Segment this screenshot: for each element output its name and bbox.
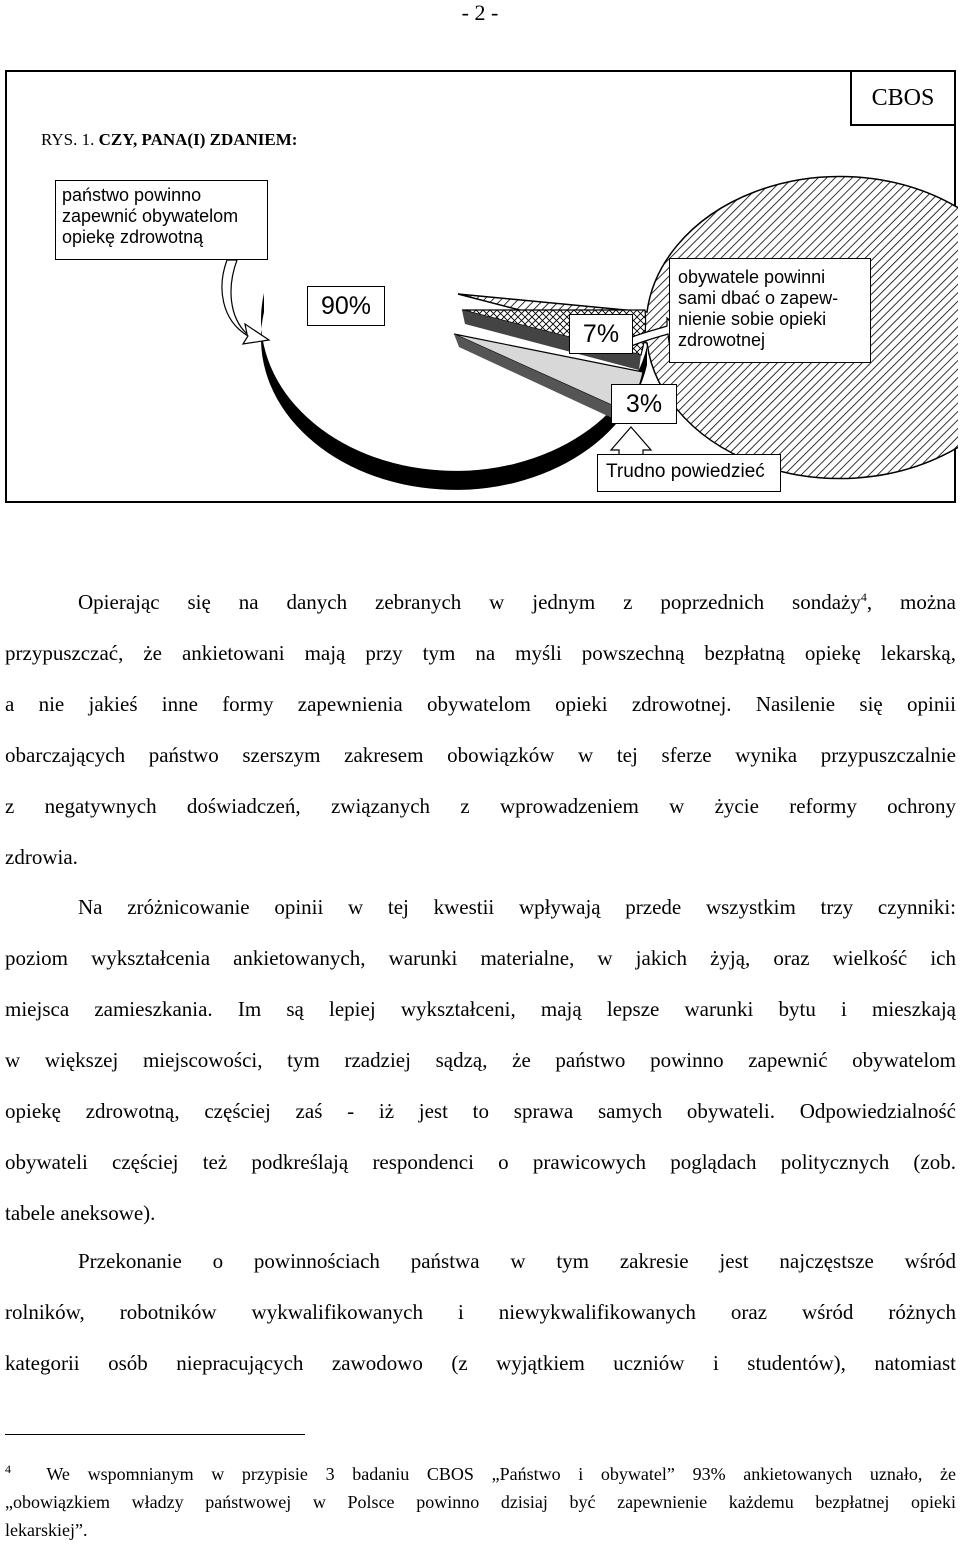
label-citizens-line: nienie sobie opieki [678,309,827,329]
paragraph-line: obywateli częściej też podkreślają respondenci o prawicowych poglądach politycznych (zob. [5,1150,956,1174]
pct-citizens-label: 7% [569,314,633,354]
paragraph-line: opiekę zdrowotną, częściej zaś - iż jest to sprawa samych obywateli. Odpowiedzialność [5,1099,956,1123]
paragraph-1 [5,577,956,883]
figure-title [41,130,297,150]
label-citizens-line: zdrowotnej [678,330,766,350]
footnote-text: We wspomnianym w przypisie 3 badaniu CBOS „Państwo i obywatel” 93% ankietowanych uznało, że [46,1464,957,1484]
label-citizens-line: sami dbać o zapew- [678,288,839,308]
paragraph-line: Na zróżnicowanie opinii w tej kwestii wpływają przede wszystkim trzy czynniki: [78,895,956,919]
paragraph-line: obarczających państwo szerszym zakresem obowiązków w tej sferze wynika przypuszczalnie [5,743,956,767]
footnote-number: 4 [5,1462,11,1476]
paragraph-text: , można [866,590,956,614]
figure-title-main: CZY, PANA(I) ZDANIEM: [98,130,298,149]
footnote-ref: 4 [860,590,867,604]
paragraph-line: rolników, robotników wykwalifikowanych i niewykwalifikowanych oraz wśród różnych [5,1300,956,1324]
pct-state-label: 90% [307,286,385,326]
page-number: - 2 - [461,0,499,25]
label-state-line: opiekę zdrowotną [62,227,204,247]
footnote-line [5,1460,956,1488]
paragraph-line: tabele aneksowe). [5,1201,156,1225]
figure-pie-chart [5,70,956,503]
paragraph-line: Przekonanie o powinnościach państwa w tym zakresie jest najczęstsze wśród [78,1249,956,1273]
footnote-line: lekarskiej”. [5,1520,88,1540]
label-state-line: państwo powinno [62,185,202,205]
footnote-divider [5,1434,305,1435]
source-badge: CBOS [850,70,956,126]
paragraph-line: miejsca zamieszkania. Im są lepiej wykształceni, mają lepsze warunki bytu i mieszkają [5,997,956,1021]
footnote [5,1460,956,1544]
footnote-line: „obowiązkiem władzy państwowej w Polsce powinno dzisiaj być zapewnienie każdemu bezpłatnej opieki [5,1492,956,1512]
paragraph-line: a nie jakieś inne formy zapewnienia obywatelom opieki zdrowotnej. Nasilenie się opinii [5,692,956,716]
pct-hard-label: 3% [611,384,677,424]
label-hard-box [597,454,781,492]
label-state-box [55,180,268,260]
arrow-state [222,260,269,344]
label-citizens-box [669,258,871,363]
paragraph-line: z negatywnych doświadczeń, związanych z wprowadzeniem w życie reformy ochrony [5,794,956,818]
paragraph-line: w większej miejscowości, tym rzadziej sądzą, że państwo powinno zapewnić obywatelom [5,1048,956,1072]
paragraph-3 [5,1236,956,1389]
paragraph-line: kategorii osób niepracujących zawodowo (z wyjątkiem uczniów i studentów), natomiast [5,1351,956,1375]
label-state-line: zapewnić obywatelom [62,206,239,226]
label-citizens-line: obywatele powinni [678,267,826,287]
label-hard-text: Trudno powiedzieć [606,461,765,482]
paragraph-text: Opierając się na danych zebranych w jednym z poprzednich sondaży [78,590,861,614]
paragraph-line: zdrowia. [5,845,78,869]
paragraph-line: poziom wykształcenia ankietowanych, warunki materialne, w jakich żyją, oraz wielkość ich [5,946,956,970]
paragraph-line [5,577,956,628]
paragraph-line: przypuszczać, że ankietowani mają przy tym na myśli powszechną bezpłatną opiekę lekarską, [5,641,956,665]
figure-title-prefix: RYS. 1. [41,130,99,149]
paragraph-2 [5,882,956,1239]
